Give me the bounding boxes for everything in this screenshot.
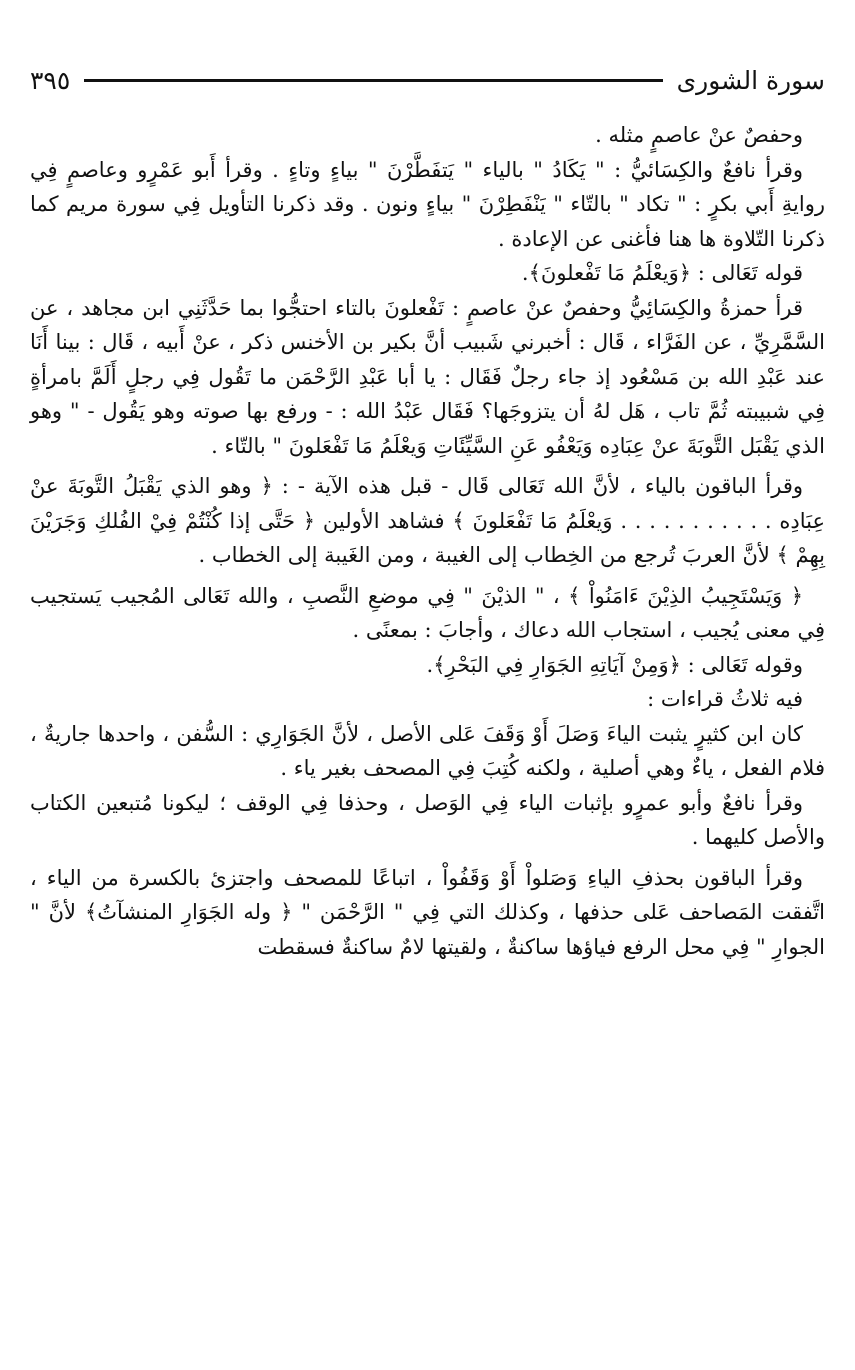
paragraph-6: ﴿ وَيَسْتَجِيبُ الذِيْنَ ءَامَنُواْ ﴾ ، " الذيْنَ " فِي موضعِ النَّصبِ ، والله تَعَالى المُجيب يَستجيب فِي معنى يُجيب ، استجاب الله دعاك ، وأجابَ : بمعنًى . bbox=[30, 583, 825, 642]
running-header bbox=[30, 60, 825, 100]
paragraph-8: فيه ثلاثُ قراءات : bbox=[647, 687, 803, 711]
paragraph-5: وقرأ الباقون بالياء ، لأنَّ الله تَعَالى قَال - قبل هذه الآية - : ﴿ وهو الذي يَقْبَلُ التَّوبَةَ عنْ عِبَادِه . . . . . . . . . . . وَيعْلَمُ مَا تَفْعَلونَ ﴾ فشاهد الأولين ﴿ حَتَّى إذا كُنْتُمْ فِيْ الفُلكِ وَجَرَيْنَ بِهِمْ ﴾ لأنَّ العربَ تُرجع من الخِطاب إلى الغيبة ، ومن الغَيبة إلى الخطاب . bbox=[30, 474, 825, 567]
paragraph-9: كان ابن كثيرٍ يثبت الياءَ وَصَلَ أَوْ وَقَفَ عَلى الأصل ، لأنَّ الجَوَارِي : السُّفن ، واحدها جاريةٌ ، فلام الفعل ، ياءٌ وهي أصلية ، ولكنه كُتِبَ فِي المصحف بغير ياء . bbox=[30, 721, 825, 780]
paragraph-7: وقوله تَعَالى : ﴿وَمِنْ آيَاتِهِ الجَوَارِ فِي البَحْرِ﴾. bbox=[426, 652, 803, 677]
page-number: ٣٩٥ bbox=[30, 65, 71, 95]
paragraph-4: قرأ حمزةُ والكِسَائِيُّ وحفصٌ عنْ عاصمٍ : تَفْعلونَ بالتاء احتجُّوا بما حَدَّثَنِي ابن مجاهد ، عن السَّمَّرِيِّ ، عن الفَرَّاء ، قَال : أخبرني شَبيب أنَّ بكير بن الأخنس ذكر ، عنْ أَبيه ، قَال : بينا أَنَا عند عَبْدِ الله بن مَسْعُود إذ جاء رجلٌ فَقَال : يا أبا عَبْدِ الرَّحْمَن ما تَقُول فِي رجلٍ أَلَمَّ بامرأةٍ فِي شبيبته ثُمَّ تاب ، هَل لهُ أن يتزوجَها؟ فَقَال عَبْدُ الله : - ورفع بها صوته وهو يَقُول - " وهو الذي يَقْبَل التَّوبَةَ عنْ عِبَادِه وَيَعْفُو عَنِ السَّيِّئَاتِ وَيعْلَمُ مَا تَفْعَلونَ " بالتّاء . bbox=[30, 295, 825, 458]
paragraph-1: وحفصٌ عنْ عاصمٍ مثله . bbox=[595, 123, 803, 147]
paragraph-11: وقرأ الباقون بحذفِ الياءِ وَصَلواْ أَوْ وَقَفُواْ ، اتباعًا للمصحف واجتزئ بالكسرة من الياء ، اتَّفقت المَصاحف عَلى حذفها ، وكذلك التي فِي " الرَّحْمَن " ﴿ وله الجَوَارِ المنشآتُ﴾ لأنَّ " الجوارِ " فِي محل الرفع فياؤها ساكنةٌ ، ولقيتها لامٌ ساكنةٌ فسقطت bbox=[30, 865, 825, 959]
header-rule bbox=[84, 79, 662, 82]
book-page bbox=[30, 60, 825, 964]
paragraph-10: وقرأ نافعٌ وأبو عمرٍو بإثبات الياء فِي الوَصل ، وحذفا فِي الوقف ؛ ليكونا مُتبعين الكتاب والأصل كليهما . bbox=[30, 790, 825, 849]
paragraph-3: قوله تَعَالى : ﴿وَيعْلَمُ مَا تَفْعلونَ﴾. bbox=[521, 261, 803, 285]
surah-title: سورة الشورى bbox=[676, 65, 825, 95]
paragraph-2: وقرأ نافعٌ والكِسَائيُّ : " يَكَادُ " بالياء " يَتفَطَّرْنَ " بياءٍ وتاءٍ . وقرأ أَبو عَمْرٍو وعاصمٍ فِي روايةِ أَبي بكرٍ : " تكاد " بالتّاء " يَنْفَطِرْنَ " بياءٍ ونون . وقد ذكرنا التأويل فِي سورة مريم كما ذكرنا التّلاوة ها هنا فأغنى عن الإعادة . bbox=[30, 157, 825, 251]
page-body bbox=[30, 118, 825, 964]
